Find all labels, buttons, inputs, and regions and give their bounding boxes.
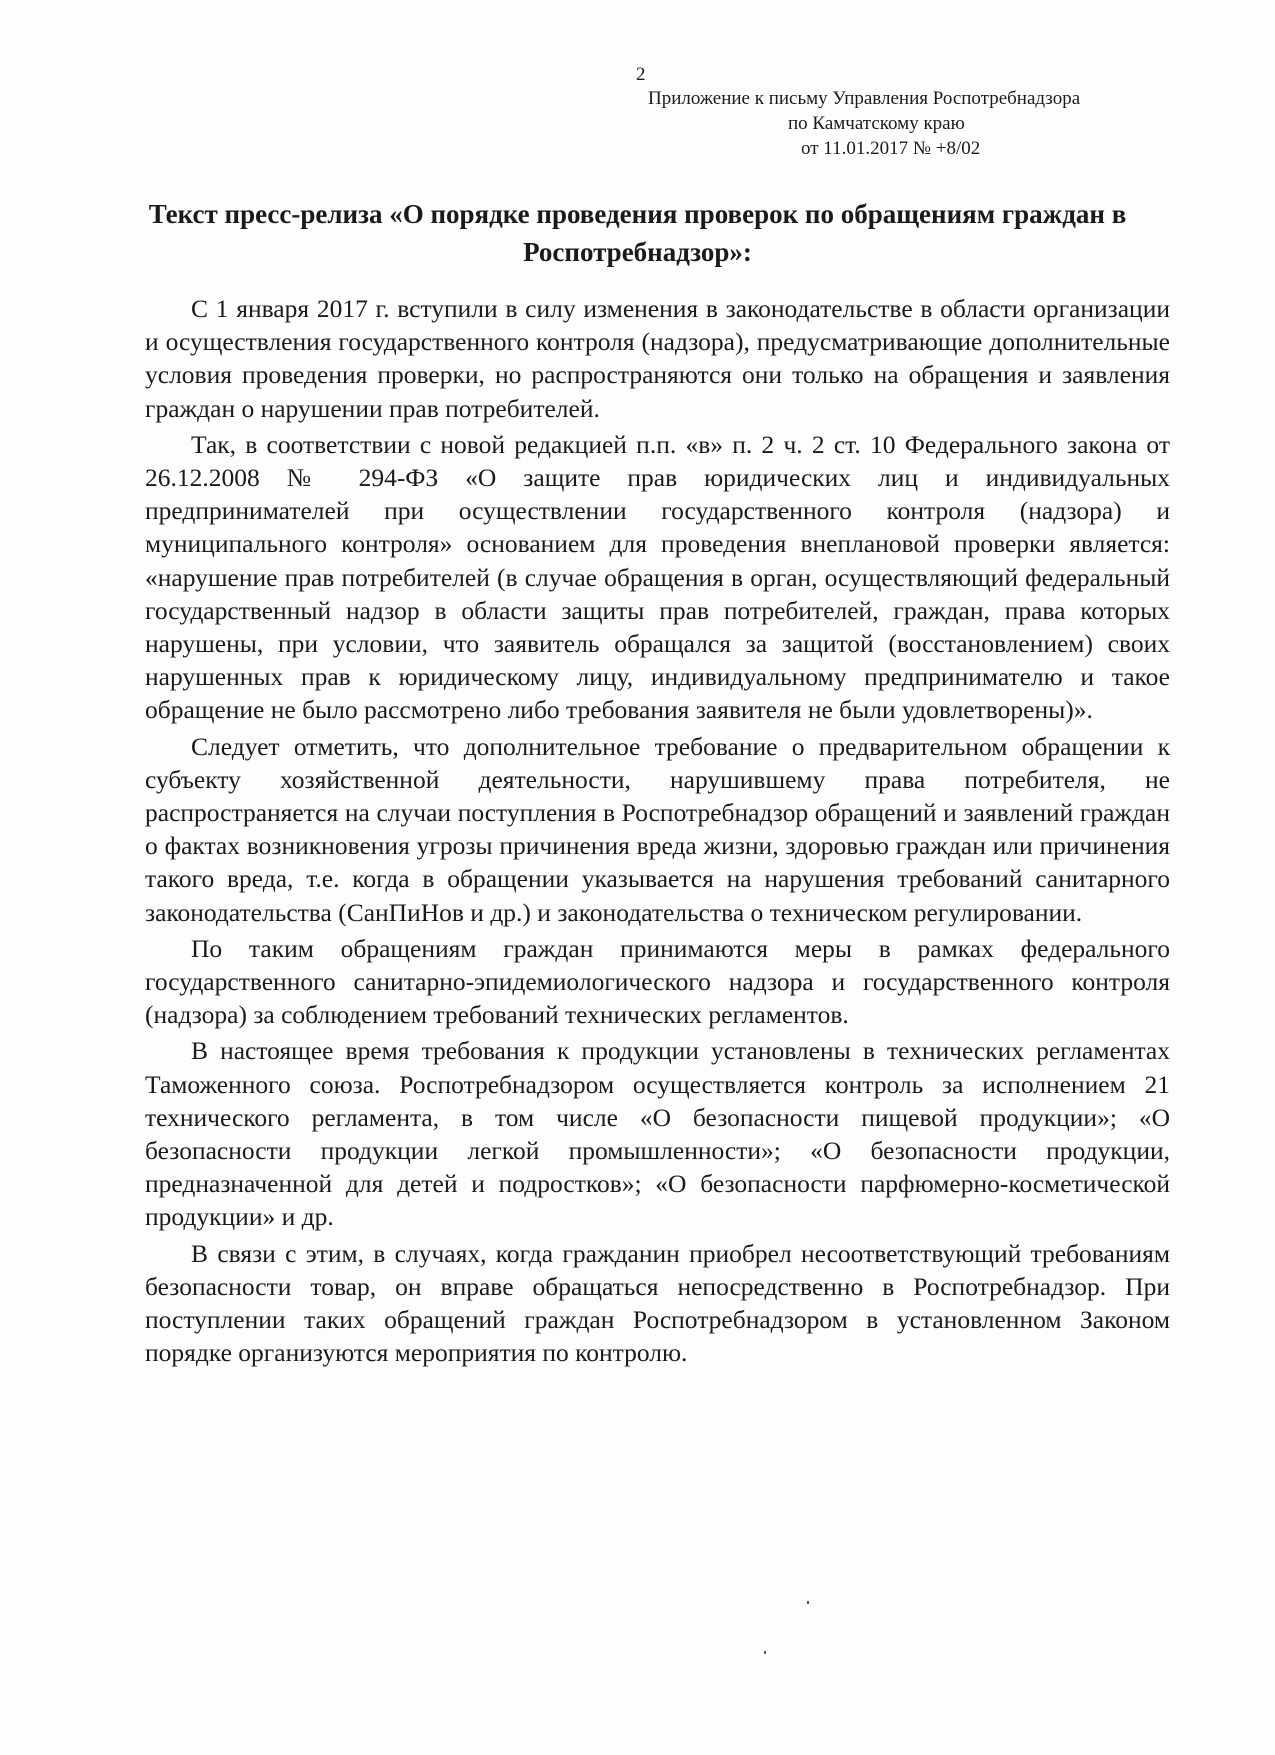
scan-speck [807, 1601, 809, 1604]
paragraph: В настоящее время требования к продукции установлены в технических регламентах Таможенного союза. Роспотребнадзором осуществляется контроль за исполнением 21 технического регламента, в том числе «О безопасности пищевой продукции»; «О безопасности продукции легкой промышленности»; «О безопасности продукции, предназначенной для детей и подростков»; «О безопасности парфюмерно-косметической продукции» и др. [145, 1036, 1170, 1232]
paragraph: Следует отметить, что дополнительное требование о предварительном обращении к субъекту хозяйственной деятельности, нарушившему права потребителя, не распространяется на случаи поступления в Роспотребнадзор обращений и заявлений граждан о фактах возникновения угрозы причинения вреда жизни, здоровью граждан или причинения такого вреда, т.е. когда в обращении указывается на нарушения требований санитарного законодательства (СанПиНов и др.) и законодательства о техническом регулировании. [145, 731, 1170, 927]
paragraph: По таким обращениям граждан принимаются меры в рамках федерального государственного санитарно-эпидемиологического надзора и государственного контроля (надзора) за соблюдением требований технических регламентов. [145, 933, 1170, 1030]
page-number: 2 [636, 64, 646, 85]
paragraph: Так, в соответствии с новой редакцией п.п. «в» п. 2 ч. 2 ст. 10 Федерального закона от 26.12.2008 № 294-ФЗ «О защите прав юридических лиц и индивидуальных предпринимателей при осуществлении государственного контроля (надзора) и муниципального контроля» основанием для проведения внеплановой проверки является: «нарушение прав потребителей (в случае обращения в орган, осуществляющий федеральный государственный надзор в области защиты прав потребителей, граждан, права которых нарушены, при условии, что заявитель обращался за защитой (восстановлением) своих нарушенных прав к юридическому лицу, индивидуальному предпринимателю и такое обращение не было рассмотрено либо требования заявителя не были удовлетворены)». [145, 429, 1170, 725]
attachment-line: от 11.01.2017 № +8/02 [801, 138, 981, 159]
paragraph: С 1 января 2017 г. вступили в силу изменения в законодательстве в области организации и осуществления государственного контроля (надзора), предусматривающие дополнительные условия проведения проверки, но распространяются они только на обращения и заявления граждан о нарушении прав потребителей. [145, 294, 1170, 423]
scan-speck [764, 1651, 766, 1654]
paragraph: В связи с этим, в случаях, когда гражданин приобрел несоответствующий требованиям безопасности товар, он вправе обращаться непосредственно в Роспотребнадзор. При поступлении таких обращений граждан Роспотребнадзором в установленном Законом порядке организуются мероприятия по контролю. [145, 1238, 1170, 1368]
attachment-line: по Камчатскому краю [788, 113, 965, 134]
document-title: Текст пресс-релиза «О порядке проведения проверок по обращениям граждан в Роспотребнадзор»: [148, 199, 1127, 267]
attachment-line: Приложение к письму Управления Роспотребнадзора [648, 88, 1081, 109]
body-text [145, 292, 1170, 1373]
